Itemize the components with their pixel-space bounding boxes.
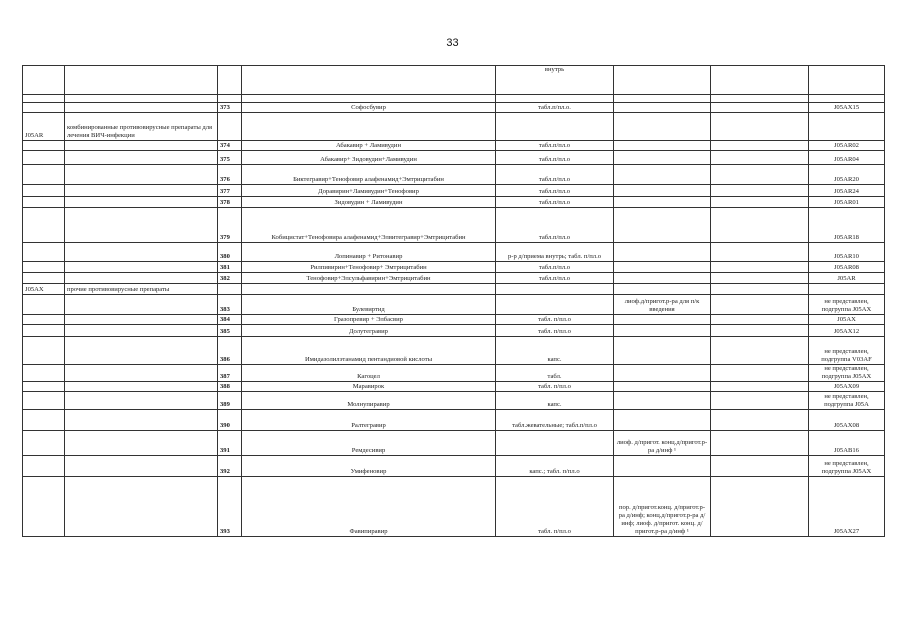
table-row xyxy=(23,113,885,141)
atc-group-code-cell xyxy=(23,430,65,455)
dosage-form-hospital-cell xyxy=(614,95,711,103)
atc-group-code-cell xyxy=(23,197,65,208)
atc-group-code-cell xyxy=(23,262,65,273)
atc-group-code-cell xyxy=(23,141,65,151)
table-row xyxy=(23,476,885,536)
group-name-cell xyxy=(65,151,218,165)
atc-group-code-cell xyxy=(23,243,65,262)
group-name-cell: прочие противовирусные препараты xyxy=(65,284,218,295)
drug-name-cell: Абакавир+ Зидовудин+Ламивудин xyxy=(242,151,496,165)
drug-name-cell: Софосбувир xyxy=(242,103,496,113)
blank-cell xyxy=(711,66,809,95)
group-name-cell xyxy=(65,141,218,151)
dosage-form-cell: капс.; табл. п/пл.о xyxy=(496,455,614,476)
dosage-form-cell: табл.п/пл.о xyxy=(496,197,614,208)
drug-name-cell: Умифеновир xyxy=(242,455,496,476)
group-name-cell: комбинированные противовирусные препараты для лечения ВИЧ-инфекции xyxy=(65,113,218,141)
table-row xyxy=(23,66,885,95)
dosage-form-hospital-cell xyxy=(614,197,711,208)
group-name-cell xyxy=(65,295,218,315)
table-row xyxy=(23,165,885,185)
group-name-cell xyxy=(65,273,218,284)
dosage-form-cell: капс. xyxy=(496,337,614,365)
atc-code-cell: J05AR04 xyxy=(809,151,885,165)
atc-code-cell: J05AR10 xyxy=(809,243,885,262)
drug-name-cell xyxy=(242,284,496,295)
drug-name-cell: Булевиртид xyxy=(242,295,496,315)
group-name-cell xyxy=(65,208,218,243)
dosage-form-cell: табл.п/пл.о xyxy=(496,185,614,197)
atc-code-cell: J05AX12 xyxy=(809,325,885,337)
row-number-cell: 387 xyxy=(218,365,242,382)
row-number-cell: 389 xyxy=(218,391,242,409)
dosage-form-hospital-cell: пор. д/пригот.конц. д/пригот.р-ра д/инф; конц.д/пригот.р-ра д/инф; лиоф. д/пригот. конц. д/пригот.р-ра д/инф ¹ xyxy=(614,476,711,536)
row-number-cell: 377 xyxy=(218,185,242,197)
dosage-form-hospital-cell xyxy=(614,273,711,284)
drug-name-cell: Молнупиравир xyxy=(242,391,496,409)
dosage-form-cell: табл. xyxy=(496,365,614,382)
blank-cell xyxy=(711,430,809,455)
atc-group-code-cell xyxy=(23,337,65,365)
table-row xyxy=(23,325,885,337)
blank-cell xyxy=(711,95,809,103)
blank-cell xyxy=(711,337,809,365)
atc-code-cell xyxy=(809,66,885,95)
dosage-form-hospital-cell: лиоф. д/пригот. конц.д/пригот.р-ра д/инф ¹ xyxy=(614,430,711,455)
drug-name-cell: Гразопревир + Элбасвир xyxy=(242,315,496,325)
dosage-form-hospital-cell xyxy=(614,103,711,113)
dosage-form-hospital-cell xyxy=(614,165,711,185)
row-number-cell: 385 xyxy=(218,325,242,337)
atc-group-code-cell xyxy=(23,325,65,337)
atc-code-cell: не представлен, подгруппа J05AX xyxy=(809,455,885,476)
row-number-cell: 373 xyxy=(218,103,242,113)
atc-group-code-cell xyxy=(23,476,65,536)
drug-name-cell xyxy=(242,66,496,95)
table-row xyxy=(23,262,885,273)
atc-code-cell: не представлен, подгруппа J05A xyxy=(809,391,885,409)
dosage-form-hospital-cell xyxy=(614,243,711,262)
row-number-cell: 390 xyxy=(218,409,242,430)
atc-code-cell: J05AR08 xyxy=(809,262,885,273)
atc-code-cell: J05AX27 xyxy=(809,476,885,536)
atc-group-code-cell xyxy=(23,409,65,430)
row-number-cell xyxy=(218,66,242,95)
dosage-form-cell: табл.п/пл.о xyxy=(496,165,614,185)
drug-name-cell: Ремдесивир xyxy=(242,430,496,455)
group-name-cell xyxy=(65,391,218,409)
group-name-cell xyxy=(65,103,218,113)
drug-name-cell: Биктегравир+Тенофовир алафенамид+Эмтрицитабин xyxy=(242,165,496,185)
dosage-form-hospital-cell xyxy=(614,365,711,382)
dosage-form-cell xyxy=(496,113,614,141)
blank-cell xyxy=(711,113,809,141)
group-name-cell xyxy=(65,337,218,365)
dosage-form-hospital-cell xyxy=(614,66,711,95)
atc-code-cell: J05AR01 xyxy=(809,197,885,208)
dosage-form-cell xyxy=(496,95,614,103)
blank-cell xyxy=(711,284,809,295)
blank-cell xyxy=(711,365,809,382)
row-number-cell: 382 xyxy=(218,273,242,284)
blank-cell xyxy=(711,381,809,391)
drug-name-cell: Доравирин+Ламивудин+Тенофовир xyxy=(242,185,496,197)
dosage-form-hospital-cell xyxy=(614,113,711,141)
drug-name-cell: Кобицистат+Тенофовира алафенамид+Элвитегравир+Эмтрицитабин xyxy=(242,208,496,243)
drug-name-cell: Ралтегравир xyxy=(242,409,496,430)
atc-code-cell: J05AR02 xyxy=(809,141,885,151)
drug-name-cell: Лопинавир + Ритонавир xyxy=(242,243,496,262)
table-row xyxy=(23,208,885,243)
group-name-cell xyxy=(65,455,218,476)
row-number-cell xyxy=(218,284,242,295)
atc-code-cell xyxy=(809,113,885,141)
row-number-cell: 388 xyxy=(218,381,242,391)
row-number-cell: 380 xyxy=(218,243,242,262)
drug-name-cell xyxy=(242,113,496,141)
row-number-cell: 392 xyxy=(218,455,242,476)
blank-cell xyxy=(711,208,809,243)
blank-cell xyxy=(711,476,809,536)
row-number-cell: 381 xyxy=(218,262,242,273)
group-name-cell xyxy=(65,409,218,430)
table-row xyxy=(23,381,885,391)
row-number-cell: 376 xyxy=(218,165,242,185)
atc-group-code-cell xyxy=(23,66,65,95)
drug-name-cell xyxy=(242,95,496,103)
dosage-form-hospital-cell xyxy=(614,337,711,365)
atc-group-code-cell xyxy=(23,185,65,197)
table-row xyxy=(23,284,885,295)
dosage-form-hospital-cell xyxy=(614,391,711,409)
group-name-cell xyxy=(65,315,218,325)
group-name-cell xyxy=(65,325,218,337)
group-name-cell xyxy=(65,95,218,103)
page-number: 33 xyxy=(446,37,459,49)
row-number-cell: 386 xyxy=(218,337,242,365)
atc-group-code-cell xyxy=(23,315,65,325)
atc-code-cell: не представлен, подгруппа V03AF xyxy=(809,337,885,365)
blank-cell xyxy=(711,455,809,476)
drug-name-cell: Тенофовир+Элсульфавирин+Эмтрицитабин xyxy=(242,273,496,284)
group-name-cell xyxy=(65,365,218,382)
dosage-form-cell: табл. п/пл.о xyxy=(496,325,614,337)
table-row xyxy=(23,455,885,476)
table-row xyxy=(23,185,885,197)
dosage-form-cell: р-р д/приема внутрь; табл. п/пл.о xyxy=(496,243,614,262)
atc-code-cell: J05AX09 xyxy=(809,381,885,391)
blank-cell xyxy=(711,165,809,185)
dosage-form-hospital-cell xyxy=(614,141,711,151)
blank-cell xyxy=(711,409,809,430)
atc-group-code-cell xyxy=(23,273,65,284)
table-row xyxy=(23,430,885,455)
row-number-cell: 379 xyxy=(218,208,242,243)
atc-group-code-cell xyxy=(23,365,65,382)
drug-name-cell: Кагоцел xyxy=(242,365,496,382)
drug-name-cell: Маравирок xyxy=(242,381,496,391)
dosage-form-cell: табл. п/пл.о xyxy=(496,476,614,536)
table-row xyxy=(23,103,885,113)
atc-group-code-cell: J05AR xyxy=(23,113,65,141)
table-row xyxy=(23,337,885,365)
table-row xyxy=(23,141,885,151)
dosage-form-hospital-cell xyxy=(614,284,711,295)
dosage-form-cell: табл.п/пл.о xyxy=(496,141,614,151)
atc-group-code-cell xyxy=(23,295,65,315)
table-row xyxy=(23,295,885,315)
dosage-form-cell: табл.п/пл.о. xyxy=(496,103,614,113)
atc-group-code-cell xyxy=(23,165,65,185)
dosage-form-hospital-cell xyxy=(614,315,711,325)
dosage-form-hospital-cell xyxy=(614,455,711,476)
dosage-form-cell: внутрь xyxy=(496,66,614,95)
dosage-form-cell: табл.п/пл.о xyxy=(496,151,614,165)
dosage-form-cell xyxy=(496,430,614,455)
atc-code-cell: J05AR20 xyxy=(809,165,885,185)
atc-group-code-cell xyxy=(23,391,65,409)
drug-name-cell: Зидовудин + Ламивудин xyxy=(242,197,496,208)
table-row xyxy=(23,197,885,208)
row-number-cell xyxy=(218,113,242,141)
group-name-cell xyxy=(65,185,218,197)
dosage-form-cell: табл.жевательные; табл.п/пл.о xyxy=(496,409,614,430)
drug-name-cell: Рилпивирин+Тенофовир+ Эмтрицитабин xyxy=(242,262,496,273)
dosage-form-cell: табл.п/пл.о xyxy=(496,273,614,284)
blank-cell xyxy=(711,103,809,113)
row-number-cell: 393 xyxy=(218,476,242,536)
atc-code-cell: J05AR24 xyxy=(809,185,885,197)
dosage-form-cell: табл. п/пл.о xyxy=(496,315,614,325)
table-row xyxy=(23,243,885,262)
dosage-form-hospital-cell xyxy=(614,185,711,197)
table-row xyxy=(23,95,885,103)
row-number-cell: 378 xyxy=(218,197,242,208)
atc-group-code-cell xyxy=(23,95,65,103)
blank-cell xyxy=(711,141,809,151)
atc-group-code-cell xyxy=(23,208,65,243)
group-name-cell xyxy=(65,476,218,536)
dosage-form-hospital-cell xyxy=(614,208,711,243)
dosage-form-hospital-cell xyxy=(614,381,711,391)
blank-cell xyxy=(711,325,809,337)
table-row xyxy=(23,391,885,409)
blank-cell xyxy=(711,262,809,273)
group-name-cell xyxy=(65,197,218,208)
row-number-cell: 375 xyxy=(218,151,242,165)
table-row xyxy=(23,409,885,430)
row-number-cell: 383 xyxy=(218,295,242,315)
group-name-cell xyxy=(65,381,218,391)
dosage-form-cell: табл.п/пл.о xyxy=(496,262,614,273)
atc-code-cell: не представлен, подгруппа J05AX xyxy=(809,365,885,382)
group-name-cell xyxy=(65,66,218,95)
group-name-cell xyxy=(65,262,218,273)
drug-name-cell: Фавипиравир xyxy=(242,476,496,536)
row-number-cell: 391 xyxy=(218,430,242,455)
atc-code-cell: не представлен, подгруппа J05AX xyxy=(809,295,885,315)
atc-group-code-cell xyxy=(23,151,65,165)
atc-code-cell: J05AX xyxy=(809,315,885,325)
atc-code-cell: J05AB16 xyxy=(809,430,885,455)
drug-name-cell: Имидазолилэтанамид пентандиовой кислоты xyxy=(242,337,496,365)
dosage-form-cell xyxy=(496,284,614,295)
drug-name-cell: Абакавир + Ламивудин xyxy=(242,141,496,151)
row-number-cell: 374 xyxy=(218,141,242,151)
group-name-cell xyxy=(65,165,218,185)
group-name-cell xyxy=(65,243,218,262)
blank-cell xyxy=(711,295,809,315)
atc-code-cell xyxy=(809,95,885,103)
row-number-cell xyxy=(218,95,242,103)
atc-code-cell: J05AX15 xyxy=(809,103,885,113)
table-row xyxy=(23,365,885,382)
dosage-form-hospital-cell: лиоф.д/пригот.р-ра для п/к введения xyxy=(614,295,711,315)
dosage-form-cell: табл.п/пл.о xyxy=(496,208,614,243)
dosage-form-hospital-cell xyxy=(614,325,711,337)
atc-group-code-cell xyxy=(23,455,65,476)
table-row xyxy=(23,315,885,325)
blank-cell xyxy=(711,185,809,197)
dosage-form-hospital-cell xyxy=(614,409,711,430)
atc-group-code-cell xyxy=(23,103,65,113)
atc-code-cell: J05AX08 xyxy=(809,409,885,430)
drug-table xyxy=(22,65,885,537)
atc-code-cell: J05AR xyxy=(809,273,885,284)
blank-cell xyxy=(711,273,809,284)
blank-cell xyxy=(711,315,809,325)
dosage-form-cell: табл. п/пл.о xyxy=(496,381,614,391)
atc-group-code-cell xyxy=(23,381,65,391)
blank-cell xyxy=(711,243,809,262)
dosage-form-cell: капс. xyxy=(496,391,614,409)
table-row xyxy=(23,273,885,284)
drug-name-cell: Долутегравир xyxy=(242,325,496,337)
table-row xyxy=(23,151,885,165)
group-name-cell xyxy=(65,430,218,455)
dosage-form-hospital-cell xyxy=(614,262,711,273)
blank-cell xyxy=(711,151,809,165)
atc-code-cell: J05AR18 xyxy=(809,208,885,243)
atc-code-cell xyxy=(809,284,885,295)
row-number-cell: 384 xyxy=(218,315,242,325)
dosage-form-hospital-cell xyxy=(614,151,711,165)
dosage-form-cell xyxy=(496,295,614,315)
atc-group-code-cell: J05AX xyxy=(23,284,65,295)
blank-cell xyxy=(711,391,809,409)
blank-cell xyxy=(711,197,809,208)
